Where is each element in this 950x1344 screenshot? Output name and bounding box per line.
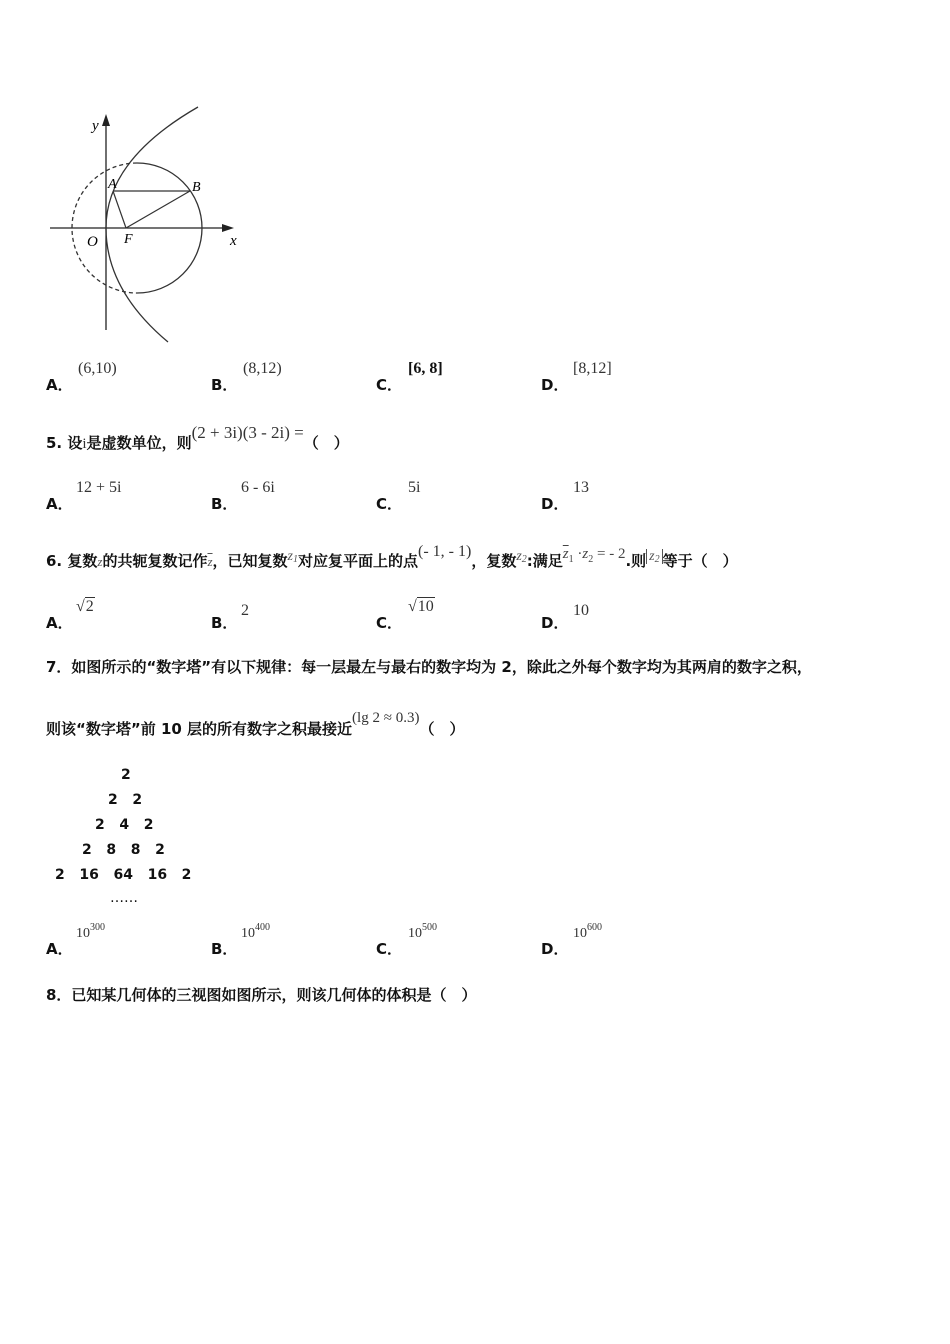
power-exponent: 500 <box>422 922 437 933</box>
q5-text-b: 是虚数单位，则 <box>86 434 192 452</box>
tower-row: 2 8 8 2 <box>82 842 165 858</box>
q6-z-conjugate: $\overline{z}$ <box>207 554 213 569</box>
power-exponent: 300 <box>90 922 105 933</box>
q6-text-3: ，已知复数 <box>212 552 288 570</box>
q6-point: (- 1, - 1) <box>418 543 472 560</box>
q6-z1: z <box>287 549 293 564</box>
q6-text-4: 对应复平面上的点 <box>298 552 419 570</box>
option-value: 5i <box>408 479 421 496</box>
power-base: 10 <box>241 926 255 941</box>
q6-abs-z2 <box>646 549 662 564</box>
q5-i: i <box>82 436 87 452</box>
option-label: C． <box>376 614 403 632</box>
label-a: A <box>108 177 117 192</box>
q6-cond-eq: = - 2 <box>596 546 626 562</box>
label-o: O <box>87 234 98 250</box>
answer-blank: （ ） <box>419 720 465 738</box>
label-b: B <box>192 180 201 195</box>
tower-row: 2 2 <box>108 792 143 808</box>
option-label: A． <box>46 376 73 394</box>
option-label: B． <box>211 940 238 958</box>
option-value: 10 <box>573 602 589 619</box>
question-number: 6. <box>46 552 63 570</box>
option-value <box>76 922 105 942</box>
segment-af <box>113 191 126 228</box>
option-value: [8,12] <box>573 360 612 377</box>
q5-text-a: 设 <box>67 434 83 452</box>
q6-cond-z2-sub: 2 <box>588 554 594 565</box>
option-value: (6,10) <box>78 360 117 377</box>
option-value: √10 <box>408 598 434 615</box>
power-exponent: 400 <box>255 922 270 933</box>
parabola-curve <box>106 107 198 342</box>
sqrt-radicand: 10 <box>417 598 434 615</box>
option-value: 13 <box>573 479 589 496</box>
option-value: 2 <box>241 602 249 619</box>
q6-cond-z2: z <box>582 546 589 562</box>
q6-z: z <box>97 554 103 569</box>
q6-z1-sub: 1 <box>293 554 298 565</box>
option-value <box>573 922 602 942</box>
q6-z2-sub: 2 <box>521 554 527 565</box>
q6-text-2: 的共轭复数记作 <box>102 552 208 570</box>
label-y: y <box>92 118 99 134</box>
tower-row: 2 16 64 16 2 <box>55 867 192 883</box>
question-number: 5. <box>46 434 63 452</box>
option-value: 6 - 6i <box>241 479 275 496</box>
option-label: B． <box>211 495 238 513</box>
power-base: 10 <box>408 926 422 941</box>
q7-stem-line-1: 7．如图所示的“数字塔”有以下规律：每一层最左与最右的数字均为 2，除此之外每个数字均为其两肩的数字之积， <box>46 658 812 676</box>
option-label: B． <box>211 376 238 394</box>
q6-text-8: 等于（ ） <box>662 552 738 570</box>
tower-row: 2 4 2 <box>95 817 154 833</box>
option-label: C． <box>376 376 403 394</box>
q6-abs-sub: 2 <box>654 554 660 565</box>
parabola-circle-figure <box>40 100 250 350</box>
q6-stem <box>46 543 738 571</box>
sqrt-radicand: 2 <box>85 598 94 615</box>
option-label: B． <box>211 614 238 632</box>
q6-abs-z: z <box>649 549 655 564</box>
q6-text-7: .则 <box>625 552 647 570</box>
option-label: D． <box>541 376 569 394</box>
q5-expression: (2 + 3i)(3 - 2i) = <box>191 423 304 442</box>
q6-text-1: 复数 <box>67 552 98 570</box>
q7-hint: (lg 2 ≈ 0.3) <box>352 710 420 726</box>
answer-blank: （ ） <box>303 434 349 452</box>
option-value: [6, 8] <box>408 360 443 377</box>
q6-text-6: :满足 <box>526 552 563 570</box>
segment-bf <box>126 191 190 228</box>
q6-cond-z1: $\overline{z}$ <box>562 546 569 562</box>
y-axis-arrow <box>102 114 110 126</box>
q6-condition <box>562 546 626 565</box>
power-base: 10 <box>76 926 90 941</box>
label-f: F <box>124 232 133 247</box>
option-label: A． <box>46 495 73 513</box>
q6-z2: z <box>516 549 522 564</box>
option-label: C． <box>376 940 403 958</box>
option-label: C． <box>376 495 403 513</box>
option-value <box>241 922 270 942</box>
power-base: 10 <box>573 926 587 941</box>
option-value: 12 + 5i <box>76 479 122 496</box>
option-value <box>408 922 437 942</box>
option-label: D． <box>541 614 569 632</box>
q5-stem <box>46 423 349 453</box>
option-label: A． <box>46 940 73 958</box>
label-x: x <box>230 233 237 249</box>
q7-text: 则该“数字塔”前 10 层的所有数字之积最接近 <box>46 720 353 738</box>
power-exponent: 600 <box>587 922 602 933</box>
q7-stem-line-2 <box>46 710 465 739</box>
option-label: D． <box>541 940 569 958</box>
option-value: (8,12) <box>243 360 282 377</box>
q8-stem: 8．已知某几何体的三视图如图所示，则该几何体的体积是（ ） <box>46 986 477 1004</box>
x-axis-arrow <box>222 224 234 232</box>
tower-row: 2 <box>121 767 131 783</box>
option-label: D． <box>541 495 569 513</box>
option-value: √2 <box>76 598 94 615</box>
option-label: A． <box>46 614 73 632</box>
tower-ellipsis: …… <box>110 890 138 906</box>
q6-text-5: ，复数 <box>471 552 517 570</box>
q6-cond-z1-sub: 1 <box>568 554 574 565</box>
q6-cond-dot: · <box>577 546 583 562</box>
